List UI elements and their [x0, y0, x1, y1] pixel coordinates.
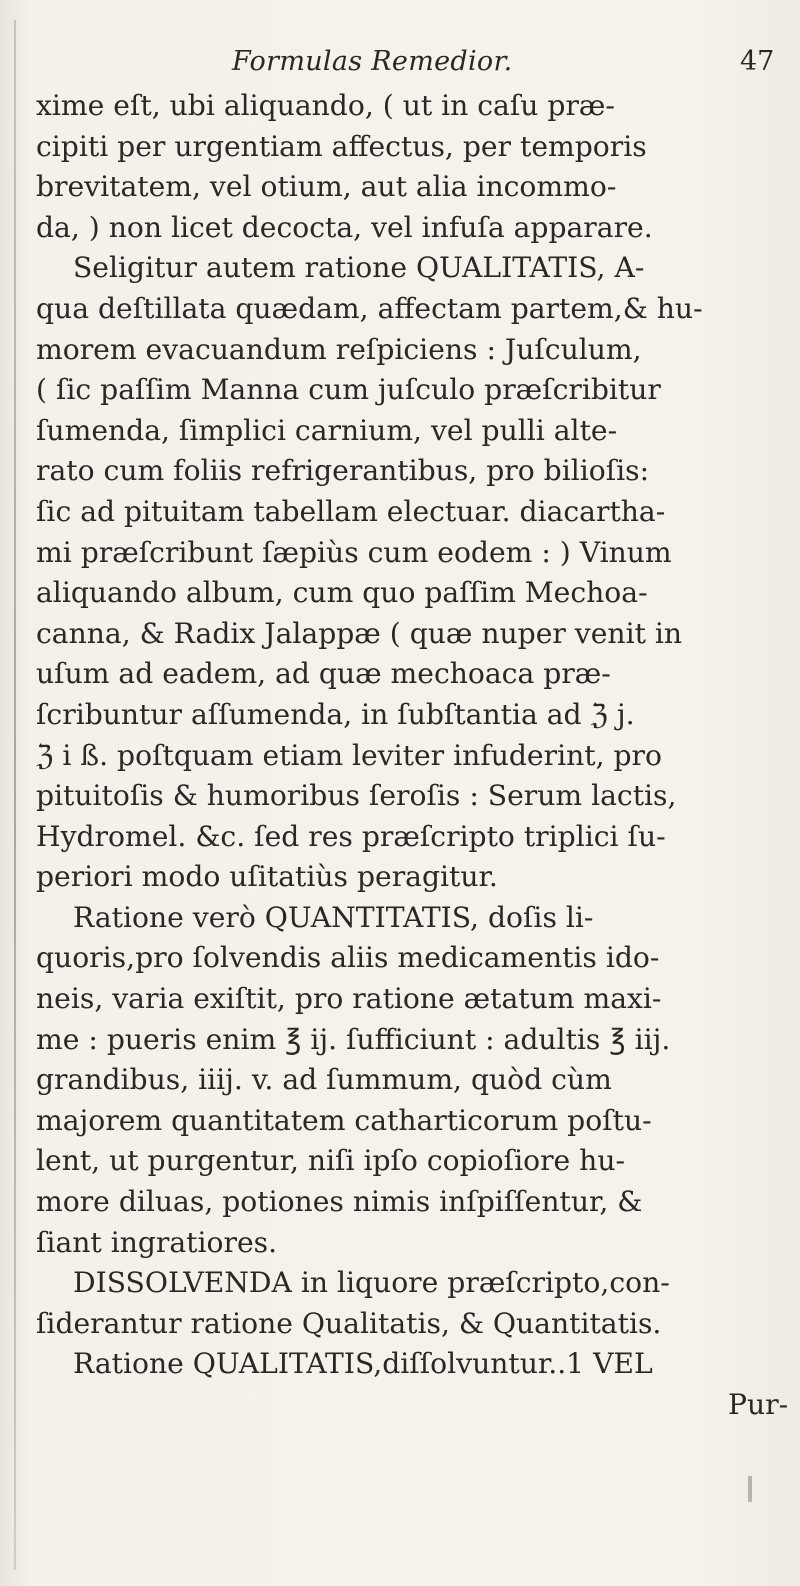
page-header [0, 46, 800, 86]
text-line: uſum ad eadem, ad quæ mechoaca præ- [36, 657, 611, 691]
text-line: lent, ut purgentur, niſi ipſo copioſiore hu- [36, 1144, 626, 1178]
text-line: xime eſt, ubi aliquando, ( ut in caſu præ- [36, 89, 615, 122]
text-line: Seligitur autem ratione QUALITATIS, A- [73, 251, 645, 285]
text-line: canna, & Radix Jalappæ ( quæ nuper venit in [36, 616, 683, 650]
page-number: 47 [740, 46, 775, 77]
text-line: neis, varia exiſtit, pro ratione ætatum maxi- [36, 982, 662, 1016]
text-line: rato cum foliis refrigerantibus, pro bilioſis: [36, 454, 650, 488]
text-line: qua deſtillata quædam, affectam partem,& hu- [36, 291, 703, 325]
text-line: mi præſcribunt ſæpiùs cum eodem : ) Vinum [36, 535, 672, 569]
text-line: aliquando album, cum quo paſſim Mechoa- [36, 576, 648, 610]
text-line: me : pueris enim ℥ ij. ſufficiunt : adultis ℥ iij. [36, 1022, 671, 1056]
text-line: Ratione verò QUANTITATIS, doſis li- [73, 900, 594, 934]
text-line: Hydromel. &c. ſed res præſcripto triplici ſu- [36, 819, 666, 853]
text-line: ſumenda, ſimplici carnium, vel pulli alte- [36, 413, 618, 447]
catchword: Pur- [728, 1388, 789, 1421]
text-line: pituitoſis & humoribus ſeroſis : Serum lactis, [36, 779, 677, 813]
text-line: ℨ i ß. poſtquam etiam leviter infuderint, pro [36, 738, 662, 772]
text-line: ( ſic paſſim Manna cum juſculo præſcribitur [36, 373, 661, 407]
text-line: grandibus, iiij. v. ad ſummum, quòd cùm [36, 1063, 612, 1097]
text-line: more diluas, potiones nimis inſpiſſentur, & [36, 1185, 643, 1219]
text-line: ſcribuntur aſſumenda, in ſubſtantia ad ℨ j. [36, 697, 635, 731]
body-text [36, 86, 789, 1426]
text-line: brevitatem, vel otium, aut alia incommo- [36, 170, 617, 204]
text-line: ſic ad pituitam tabellam electuar. diacartha- [36, 494, 666, 528]
text-line: quoris,pro ſolvendis aliis medicamentis ido- [36, 941, 660, 975]
text-line: majorem quantitatem catharticorum poſtu- [36, 1103, 652, 1137]
text-line: da, ) non licet decocta, vel infuſa apparare. [36, 210, 653, 244]
text-line: periori modo uſitatiùs peragitur. [36, 860, 498, 894]
gutter-shadow [14, 20, 16, 1570]
ink-mark [748, 1476, 752, 1502]
text-line: Ratione QUALITATIS,diſſolvuntur..1 VEL [73, 1347, 653, 1381]
text-line: ſiant ingratiores. [36, 1225, 278, 1259]
text-line: ſiderantur ratione Qualitatis, & Quantitatis. [36, 1306, 662, 1340]
running-title: Formulas Remedior. [232, 46, 513, 77]
text-line: morem evacuandum reſpiciens : Juſculum, [36, 332, 642, 366]
text-line: cipiti per urgentiam affectus, per temporis [36, 129, 647, 163]
text-line: DISSOLVENDA in liquore præſcripto,con- [73, 1266, 670, 1300]
